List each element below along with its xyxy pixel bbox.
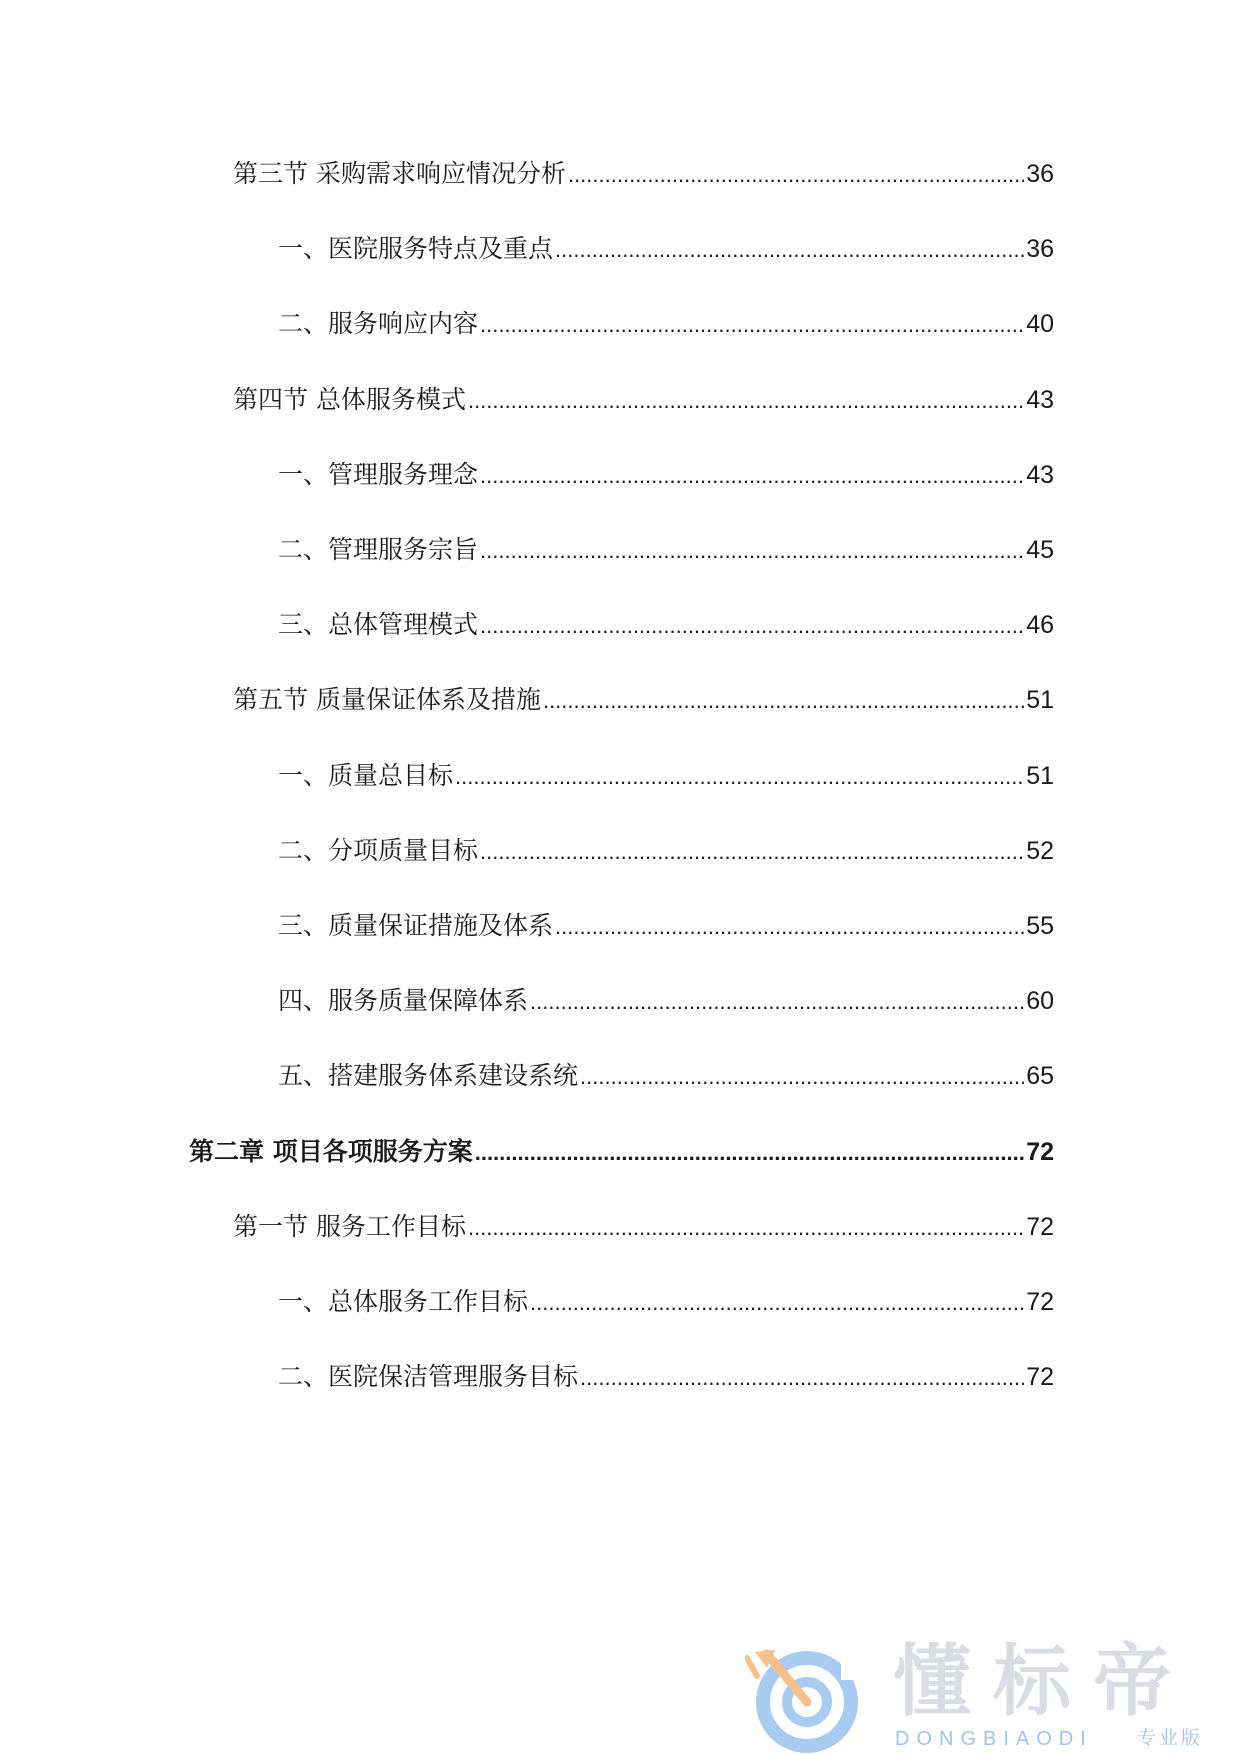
toc-entry-title: 第四节 总体服务模式 <box>233 385 466 414</box>
toc-entry-page-number: 72 <box>1026 1363 1054 1391</box>
toc-entry-title: 二、医院保洁管理服务目标 <box>278 1362 579 1391</box>
toc-entry-page-number: 36 <box>1026 160 1054 188</box>
toc-entry-page-number: 72 <box>1026 1288 1054 1316</box>
toc-entry[interactable] <box>278 1282 1054 1322</box>
toc-dot-leader <box>580 1358 1024 1398</box>
toc-dot-leader <box>543 681 1024 721</box>
toc-entry-page-number: 45 <box>1026 536 1054 564</box>
toc-dot-leader <box>480 456 1024 496</box>
toc-entry[interactable] <box>278 756 1054 796</box>
toc-entry-page-number: 65 <box>1026 1062 1054 1090</box>
toc-dot-leader <box>555 907 1024 947</box>
toc-entry-title: 第三节 采购需求响应情况分析 <box>233 159 566 188</box>
watermark <box>745 1636 1225 1754</box>
watermark-name: 懂标帝 <box>893 1637 1194 1727</box>
toc-entry-page-number: 60 <box>1026 987 1054 1015</box>
toc-dot-leader <box>480 531 1024 571</box>
toc-entry-title: 五、搭建服务体系建设系统 <box>278 1061 579 1090</box>
toc-dot-leader <box>530 982 1024 1022</box>
toc-entry-title: 一、管理服务理念 <box>278 460 479 489</box>
toc-entry-page-number: 43 <box>1026 461 1054 489</box>
toc-entry[interactable] <box>278 530 1054 570</box>
toc-entry-title: 第五节 质量保证体系及措施 <box>233 685 541 714</box>
toc-entry-title: 一、质量总目标 <box>278 761 454 790</box>
toc-dot-leader <box>468 1208 1024 1248</box>
toc-entry[interactable] <box>278 981 1054 1021</box>
toc-dot-leader <box>455 757 1024 797</box>
toc-entry-title: 第一节 服务工作目标 <box>233 1212 466 1241</box>
toc-entry-page-number: 36 <box>1026 235 1054 263</box>
toc-entry-title: 二、服务响应内容 <box>278 309 479 338</box>
toc-entry-title: 三、质量保证措施及体系 <box>278 911 554 940</box>
toc-entry-title: 三、总体管理模式 <box>278 610 479 639</box>
toc-entry-page-number: 51 <box>1026 762 1054 790</box>
watermark-edition: 专业版 <box>1137 1727 1204 1749</box>
toc-entry[interactable] <box>233 1207 1054 1247</box>
toc-dot-leader <box>568 155 1024 195</box>
toc-dot-leader <box>468 381 1024 421</box>
toc-entry[interactable] <box>233 154 1054 194</box>
toc-entry[interactable] <box>278 1357 1054 1397</box>
toc-dot-leader <box>555 230 1024 270</box>
toc-dot-leader <box>530 1283 1024 1323</box>
toc-entry[interactable] <box>189 1132 1054 1172</box>
toc-entry-page-number: 51 <box>1026 686 1054 714</box>
toc-entry-page-number: 72 <box>1026 1213 1054 1241</box>
toc-dot-leader <box>480 305 1024 345</box>
toc-entry-page-number: 46 <box>1026 611 1054 639</box>
toc-entry-page-number: 43 <box>1026 386 1054 414</box>
watermark-pinyin: DONGBIAODI <box>895 1728 1093 1750</box>
toc-dot-leader <box>580 1057 1024 1097</box>
toc-entry[interactable] <box>278 455 1054 495</box>
toc-entry-page-number: 72 <box>1026 1138 1054 1166</box>
toc-entry[interactable] <box>278 304 1054 344</box>
toc-entry-page-number: 55 <box>1026 912 1054 940</box>
toc-entry[interactable] <box>278 906 1054 946</box>
toc-entry[interactable] <box>278 229 1054 269</box>
toc-entry-title: 第二章 项目各项服务方案 <box>189 1137 473 1166</box>
toc-entry[interactable] <box>233 680 1054 720</box>
toc-entry[interactable] <box>278 605 1054 645</box>
toc-entry-page-number: 40 <box>1026 310 1054 338</box>
toc-entry-page-number: 52 <box>1026 837 1054 865</box>
toc-entry-title: 一、总体服务工作目标 <box>278 1287 529 1316</box>
toc-entry[interactable] <box>233 380 1054 420</box>
toc-entry-title: 一、医院服务特点及重点 <box>278 234 554 263</box>
toc-entry[interactable] <box>278 1056 1054 1096</box>
toc-entry-title: 二、管理服务宗旨 <box>278 535 479 564</box>
toc-entry-title: 二、分项质量目标 <box>278 836 479 865</box>
toc-dot-leader <box>480 606 1024 646</box>
target-arrow-icon <box>745 1636 870 1754</box>
toc-dot-leader <box>475 1133 1024 1173</box>
toc-entry-title: 四、服务质量保障体系 <box>278 986 529 1015</box>
toc-dot-leader <box>480 832 1024 872</box>
toc-entry[interactable] <box>278 831 1054 871</box>
